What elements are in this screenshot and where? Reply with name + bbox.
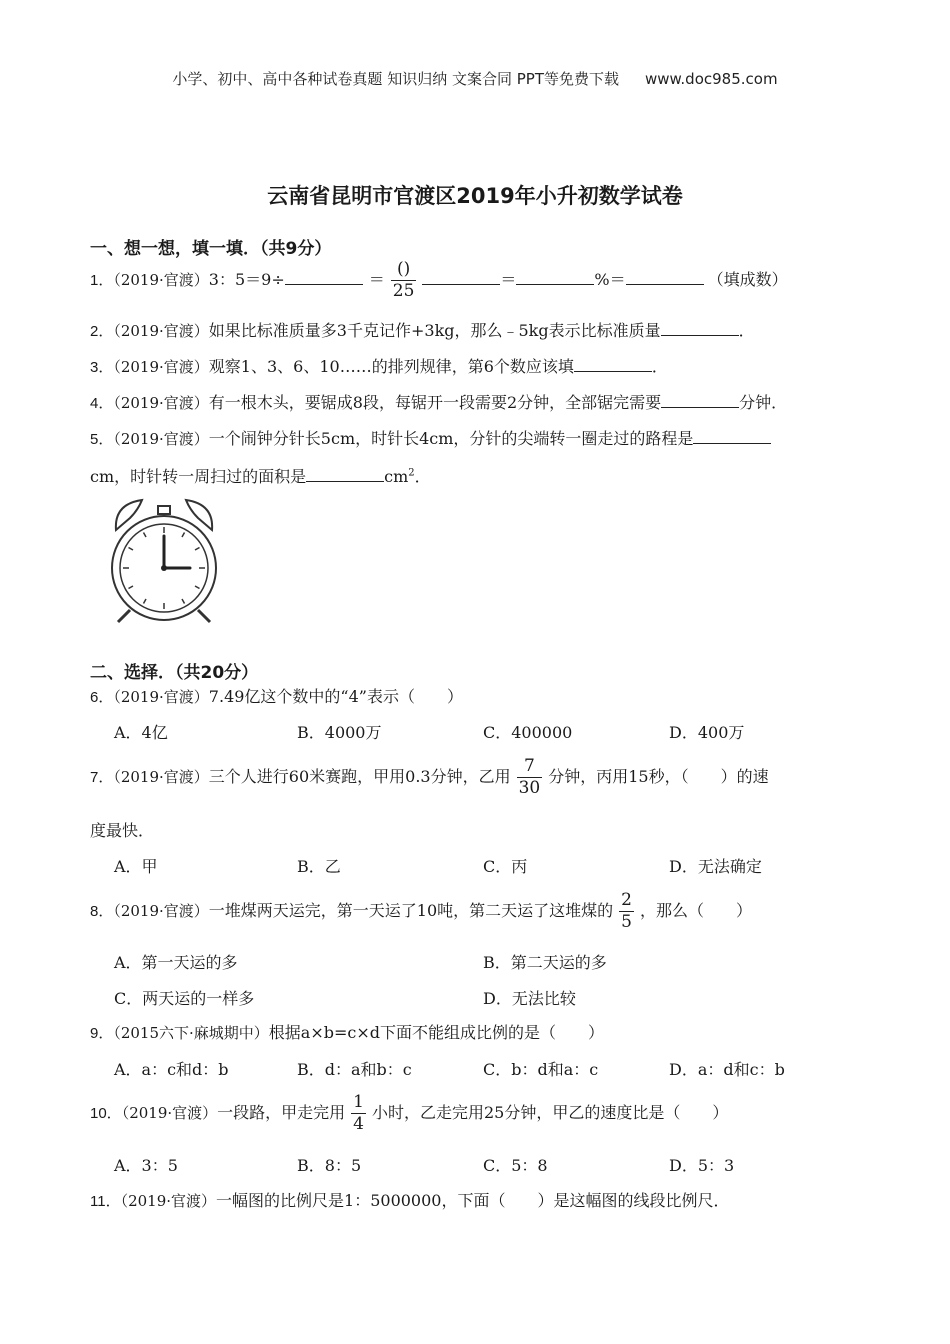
q8-option-c[interactable]: C．两天运的一样多 (114, 989, 255, 1008)
q5-text: 一个闹钟分针长5cm，时针长4cm，分针的尖端转一圈走过的路程是 (208, 429, 694, 448)
q8-text2: ，那么（ ） (640, 901, 753, 920)
question-4 (90, 390, 787, 413)
q5-blank-2[interactable] (306, 467, 384, 482)
q7-option-c[interactable]: C．丙 (483, 857, 528, 876)
q11-text: 一幅图的比例尺是1：5000000，下面（ ）是这幅图的线段比例尺． (216, 1191, 730, 1210)
q10-frac-num: 1 (353, 1092, 364, 1112)
question-11 (90, 1188, 729, 1211)
question-6 (90, 684, 463, 707)
question-7 (90, 754, 769, 801)
q8-text: 一堆煤两天运完，第一天运了10吨，第二天运了这堆煤的 (208, 901, 614, 920)
question-2 (90, 318, 755, 341)
q10-option-a[interactable]: A．3：5 (114, 1156, 178, 1175)
q8-option-d[interactable]: D．无法比较 (483, 989, 576, 1008)
q9-option-d[interactable]: D．a：d和c：b (669, 1060, 785, 1079)
section1-heading: 一、想一想，填一填．（共9分） (90, 239, 332, 259)
question-9 (90, 1020, 604, 1043)
q6-option-d[interactable]: D．400万 (669, 723, 745, 742)
q5-line2b: cm (384, 467, 409, 486)
header-url[interactable]: www.doc985.com (644, 70, 778, 88)
q9-option-a[interactable]: A．a：c和d：b (114, 1060, 229, 1079)
q8-option-a[interactable]: A．第一天运的多 (114, 953, 238, 972)
q10-option-d[interactable]: D．5：3 (669, 1156, 735, 1175)
q6-text: 7.49亿这个数中的“4”表示（ ） (208, 687, 463, 706)
q3-text: 观察1、3、6、10……的排列规律，第6个数应该填 (208, 357, 574, 376)
q10-option-c[interactable]: C．5：8 (483, 1156, 548, 1175)
question-3 (90, 354, 668, 377)
question-5-line2 (90, 464, 431, 487)
q10-source: （2019·官渡） (121, 1104, 218, 1122)
q1-blank-3[interactable] (516, 270, 594, 285)
q8-fraction (619, 892, 634, 931)
q1-blank-4[interactable] (626, 270, 704, 285)
q1-source: （2019·官渡） (113, 271, 209, 289)
q1-eq2: ＝ (500, 270, 517, 289)
q6-option-b[interactable]: B．4000万 (297, 723, 382, 742)
q1-tail: （填成数） (707, 270, 788, 289)
q1-frac-num: () (396, 259, 411, 279)
question-10 (90, 1090, 728, 1137)
q7-source: （2019·官渡） (113, 768, 209, 786)
q2-blank[interactable] (661, 321, 739, 336)
q1-number: 1． (90, 272, 114, 289)
q7-number: 7． (90, 769, 114, 786)
q1-eq1: ＝ (368, 270, 385, 289)
q5-line2a: cm，时针转一周扫过的面积是 (90, 467, 307, 486)
q11-number: 11． (90, 1193, 121, 1210)
header-text: 小学、初中、高中各种试卷真题 知识归纳 文案合同 PPT等免费下载 (172, 70, 619, 88)
q5-sup: 2 (408, 467, 415, 479)
q3-end: ． (651, 357, 668, 376)
q7-line2: 度最快． (90, 821, 155, 840)
q7-frac-den: 30 (518, 778, 541, 798)
q9-number: 9． (90, 1025, 114, 1042)
q2-number: 2． (90, 323, 114, 340)
q4-end: 分钟． (739, 393, 788, 412)
q1-frac-den: 25 (392, 281, 415, 301)
q7-text: 三个人进行60米赛跑，甲用0.3分钟，乙用 (208, 767, 511, 786)
q9-source: （2015六下·麻城期中） (113, 1024, 269, 1042)
q2-text: 如果比标准质量多3千克记作+3kg，那么﹣5kg表示比标准质量 (208, 321, 661, 340)
q7-option-a[interactable]: A．甲 (114, 857, 158, 876)
q10-fraction (351, 1094, 366, 1133)
q10-text2: 小时，乙走完用25分钟，甲乙的速度比是（ ） (371, 1103, 729, 1122)
left-bell (116, 500, 142, 530)
question-5 (90, 426, 771, 449)
q7-fraction (517, 758, 543, 797)
q8-frac-den: 5 (621, 912, 632, 932)
q9-text: 根据a×b=c×d下面不能组成比例的是（ ） (268, 1023, 605, 1042)
q7-text2: 分钟，丙用15秒，（ ）的速 (548, 767, 769, 786)
q5-blank-1[interactable] (693, 429, 771, 444)
q9-option-b[interactable]: B．d：a和b：c (297, 1060, 412, 1079)
q7-option-d[interactable]: D．无法确定 (669, 857, 762, 876)
question-1 (90, 258, 788, 303)
page-title: 云南省昆明市官渡区2019年小升初数学试卷 (267, 184, 683, 208)
q4-text: 有一根木头，要锯成8段，每锯开一段需要2分钟，全部锯完需要 (208, 393, 662, 412)
q10-frac-den: 4 (353, 1114, 364, 1134)
q6-source: （2019·官渡） (113, 688, 209, 706)
q10-number: 10． (90, 1105, 122, 1122)
top-knob (158, 506, 170, 514)
q10-option-b[interactable]: B．8：5 (297, 1156, 362, 1175)
q7-option-b[interactable]: B．乙 (297, 857, 341, 876)
q6-number: 6． (90, 689, 114, 706)
clock-center (161, 565, 167, 571)
q4-blank[interactable] (661, 393, 739, 408)
q10-text: 一段路，甲走完用 (217, 1103, 346, 1122)
q5-end: ． (414, 467, 431, 486)
q3-number: 3． (90, 359, 114, 376)
q4-number: 4． (90, 395, 114, 412)
q11-source: （2019·官渡） (120, 1192, 217, 1210)
question-8 (90, 888, 752, 935)
q4-source: （2019·官渡） (113, 394, 209, 412)
q1-fraction (391, 261, 417, 300)
clock-hands (164, 536, 190, 568)
q8-number: 8． (90, 903, 114, 920)
q1-blank-2[interactable] (422, 270, 500, 285)
q2-source: （2019·官渡） (113, 322, 209, 340)
q5-source: （2019·官渡） (113, 430, 209, 448)
q3-source: （2019·官渡） (113, 358, 209, 376)
q3-blank[interactable] (574, 357, 652, 372)
alarm-clock-image (108, 496, 220, 626)
q1-pct: %＝ (594, 270, 626, 289)
q8-option-b[interactable]: B．第二天运的多 (483, 953, 607, 972)
q6-option-c[interactable]: C．400000 (483, 723, 573, 742)
section2-heading: 二、选择．（共20分） (90, 663, 259, 683)
q8-frac-num: 2 (621, 890, 632, 910)
q8-source: （2019·官渡） (113, 902, 209, 920)
q6-option-a[interactable]: A．4亿 (114, 723, 168, 742)
q2-end: ． (738, 321, 755, 340)
right-bell (186, 500, 212, 530)
q1-text: 3：5＝9÷ (208, 270, 285, 289)
q1-blank-1[interactable] (285, 270, 363, 285)
q5-number: 5． (90, 431, 114, 448)
page-header (0, 68, 950, 89)
q7-frac-num: 7 (524, 756, 535, 776)
q9-option-c[interactable]: C．b：d和a：c (483, 1060, 599, 1079)
